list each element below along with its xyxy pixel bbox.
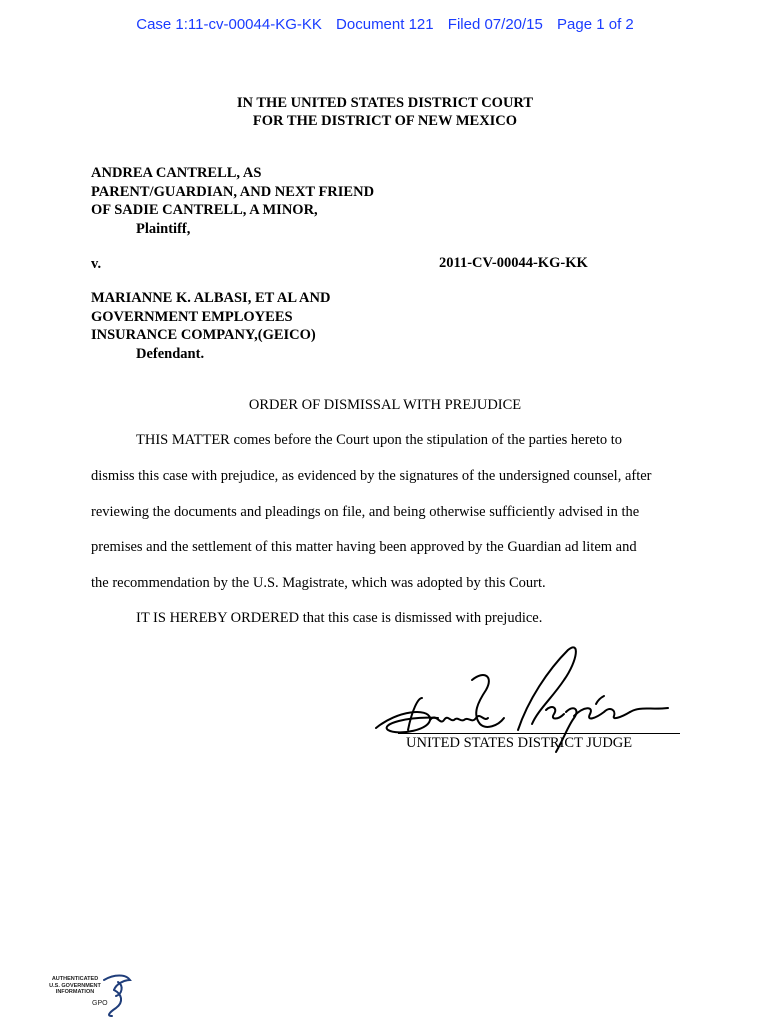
plaintiff-line-2: PARENT/GUARDIAN, AND NEXT FRIEND [91,183,375,200]
body-line-5: the recommendation by the U.S. Magistrate, which was adopted by this Court. [91,575,546,591]
versus-label: v. [91,256,102,272]
case-stamp: Case 1:11-cv-00044-KG-KK [136,16,322,33]
gpo-authentication-seal [44,972,134,1018]
gpo-line-2: U.S. GOVERNMENT [49,982,101,989]
body-line-6: IT IS HEREBY ORDERED that this case is dismissed with prejudice. [136,610,543,626]
defendant-line-3: INSURANCE COMPANY,(GEICO) [91,327,316,343]
defendant-role: Defendant. [136,345,205,362]
gpo-line-3: INFORMATION [55,989,95,995]
gpo-eagle-icon [100,972,134,1018]
court-line-2: FOR THE DISTRICT OF NEW MEXICO [252,113,518,129]
body-line-2: dismiss this case with prejudice, as evidenced by the signatures of the undersigned counsel, after [91,468,652,484]
gpo-line-1: AUTHENTICATED [51,976,99,982]
body-line-4: premises and the settlement of this matter having been approved by the Guardian ad litem and [91,539,637,555]
plaintiff-line-3: OF SADIE CANTRELL, A MINOR, [91,202,318,218]
document-stamp: Document 121 [336,16,434,33]
judge-signature [368,640,688,760]
defendant-block [91,289,330,363]
plaintiff-role: Plaintiff, [136,220,191,237]
page-stamp: Page 1 of 2 [557,16,634,33]
gpo-text [44,976,106,996]
defendant-line-1: MARIANNE K. ALBASI, ET AL AND [91,290,331,306]
court-line-1: IN THE UNITED STATES DISTRICT COURT [236,95,534,111]
plaintiff-block [91,164,374,238]
gpo-mark: GPO [92,1000,108,1007]
case-number: 2011-CV-00044-KG-KK [439,255,588,271]
body-line-1: THIS MATTER comes before the Court upon the stipulation of the parties hereto to [136,432,623,448]
body-line-3: reviewing the documents and pleadings on file, and being otherwise sufficiently advised in the [91,504,640,520]
defendant-line-2: GOVERNMENT EMPLOYEES [91,308,293,325]
plaintiff-line-1: ANDREA CANTRELL, AS [91,165,262,181]
order-title: ORDER OF DISMISSAL WITH PREJUDICE [248,397,522,413]
court-caption [0,94,770,130]
judge-title: UNITED STATES DISTRICT JUDGE [406,735,633,751]
filed-stamp: Filed 07/20/15 [447,16,543,33]
ecf-header-stamp [0,16,770,33]
